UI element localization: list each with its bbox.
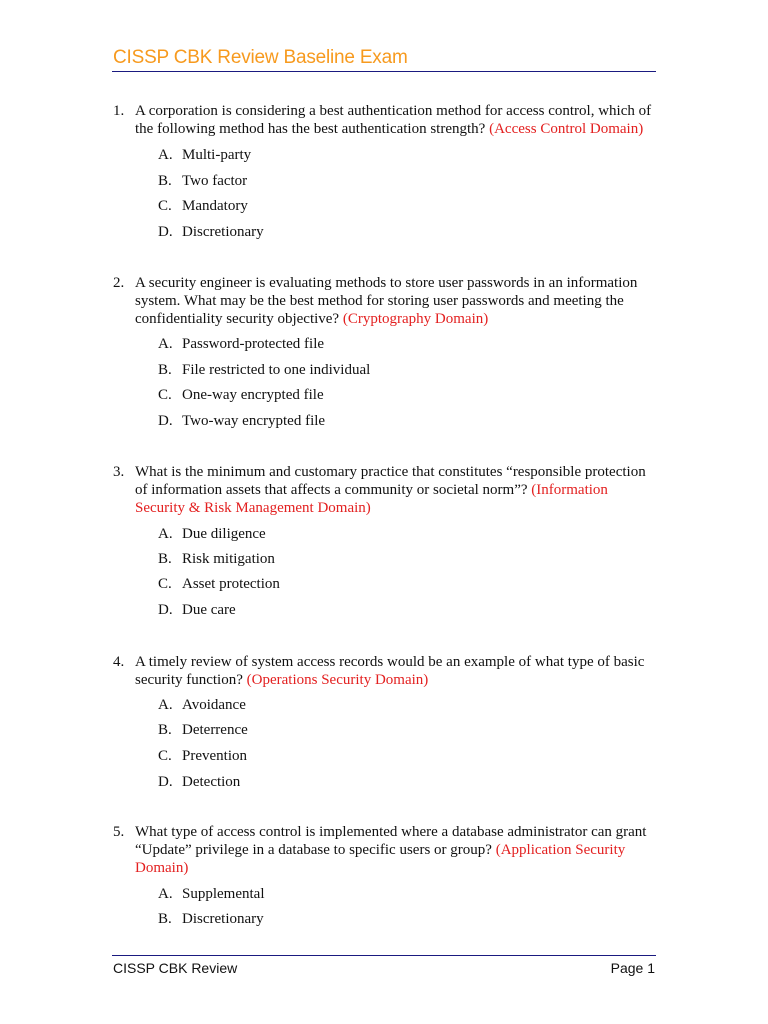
option-letter: C. bbox=[158, 198, 172, 214]
answer-option bbox=[158, 747, 658, 765]
option-letter: A. bbox=[158, 336, 173, 352]
option-text: Asset protection bbox=[182, 576, 280, 592]
answer-option bbox=[158, 197, 658, 215]
answer-option bbox=[158, 223, 658, 241]
question-text bbox=[135, 463, 660, 517]
question-body: What type of access control is implemented where a database administrator can grant “Update” privilege in a database to specific users or group? bbox=[135, 824, 647, 858]
question-body: What is the minimum and customary practice that constitutes “responsible protection of information assets that affects a community or societal norm”? bbox=[135, 464, 646, 498]
answer-option bbox=[158, 386, 658, 404]
answer-option bbox=[158, 885, 658, 903]
option-text: Mandatory bbox=[182, 198, 248, 214]
answer-option bbox=[158, 773, 658, 791]
option-letter: A. bbox=[158, 526, 173, 542]
option-text: Password-protected file bbox=[182, 336, 325, 352]
option-text: Discretionary bbox=[182, 911, 264, 927]
option-letter: C. bbox=[158, 748, 172, 764]
option-text: Discretionary bbox=[182, 224, 264, 240]
option-text: Due care bbox=[182, 602, 236, 618]
option-letter: D. bbox=[158, 774, 173, 790]
option-letter: A. bbox=[158, 886, 173, 902]
option-text: Prevention bbox=[182, 748, 247, 764]
question-text bbox=[135, 823, 660, 877]
option-letter: C. bbox=[158, 387, 172, 403]
option-text: Risk mitigation bbox=[182, 551, 275, 567]
answer-option bbox=[158, 550, 658, 568]
option-text: Due diligence bbox=[182, 526, 266, 542]
answer-option bbox=[158, 575, 658, 593]
question-domain: (Application Security Domain) bbox=[135, 842, 626, 876]
footer-rule bbox=[112, 955, 656, 956]
question-body: A security engineer is evaluating methods to store user passwords in an information system. What may be the best method for storing user passwords and meeting the confidentiality security objective? bbox=[135, 275, 638, 327]
option-letter: B. bbox=[158, 911, 172, 927]
page-title: CISSP CBK Review Baseline Exam bbox=[113, 47, 408, 68]
option-letter: A. bbox=[158, 147, 173, 163]
option-text: Two-way encrypted file bbox=[182, 413, 326, 429]
answer-option bbox=[158, 412, 658, 430]
question-text bbox=[135, 653, 660, 689]
option-text: Detection bbox=[182, 774, 241, 790]
option-letter: C. bbox=[158, 576, 172, 592]
question-body: A timely review of system access records would be an example of what type of basic security function? bbox=[135, 654, 645, 688]
question-number: 4. bbox=[113, 654, 125, 670]
question-number: 2. bbox=[113, 275, 125, 291]
question-domain: (Information Security & Risk Management Domain) bbox=[135, 482, 608, 516]
question-domain: (Operations Security Domain) bbox=[246, 672, 429, 688]
question-domain: (Cryptography Domain) bbox=[342, 311, 489, 327]
footer-title: CISSP CBK Review bbox=[113, 960, 238, 976]
answer-option bbox=[158, 721, 658, 739]
option-text: One-way encrypted file bbox=[182, 387, 324, 403]
option-letter: A. bbox=[158, 697, 173, 713]
question-domain: (Access Control Domain) bbox=[489, 121, 644, 137]
option-letter: B. bbox=[158, 722, 172, 738]
option-letter: D. bbox=[158, 413, 173, 429]
option-letter: D. bbox=[158, 224, 173, 240]
option-text: Two factor bbox=[182, 173, 248, 189]
option-text: Deterrence bbox=[182, 722, 248, 738]
option-text: Avoidance bbox=[182, 697, 246, 713]
question-text bbox=[135, 274, 660, 328]
option-letter: D. bbox=[158, 602, 173, 618]
answer-option bbox=[158, 601, 658, 619]
question-body: A corporation is considering a best authentication method for access control, which of the following method has the best authentication strength? bbox=[135, 103, 652, 137]
answer-option bbox=[158, 335, 658, 353]
answer-option bbox=[158, 525, 658, 543]
option-letter: B. bbox=[158, 173, 172, 189]
answer-option bbox=[158, 696, 658, 714]
question-number: 3. bbox=[113, 464, 125, 480]
answer-option bbox=[158, 172, 658, 190]
question-number: 1. bbox=[113, 103, 125, 119]
header-rule bbox=[112, 71, 656, 72]
option-letter: B. bbox=[158, 551, 172, 567]
question-text bbox=[135, 102, 660, 138]
question-number: 5. bbox=[113, 824, 125, 840]
option-text: Supplemental bbox=[182, 886, 265, 902]
answer-option bbox=[158, 910, 658, 928]
option-text: File restricted to one individual bbox=[182, 362, 371, 378]
page-number: Page 1 bbox=[610, 960, 655, 976]
answer-option bbox=[158, 361, 658, 379]
option-text: Multi-party bbox=[182, 147, 252, 163]
option-letter: B. bbox=[158, 362, 172, 378]
answer-option bbox=[158, 146, 658, 164]
